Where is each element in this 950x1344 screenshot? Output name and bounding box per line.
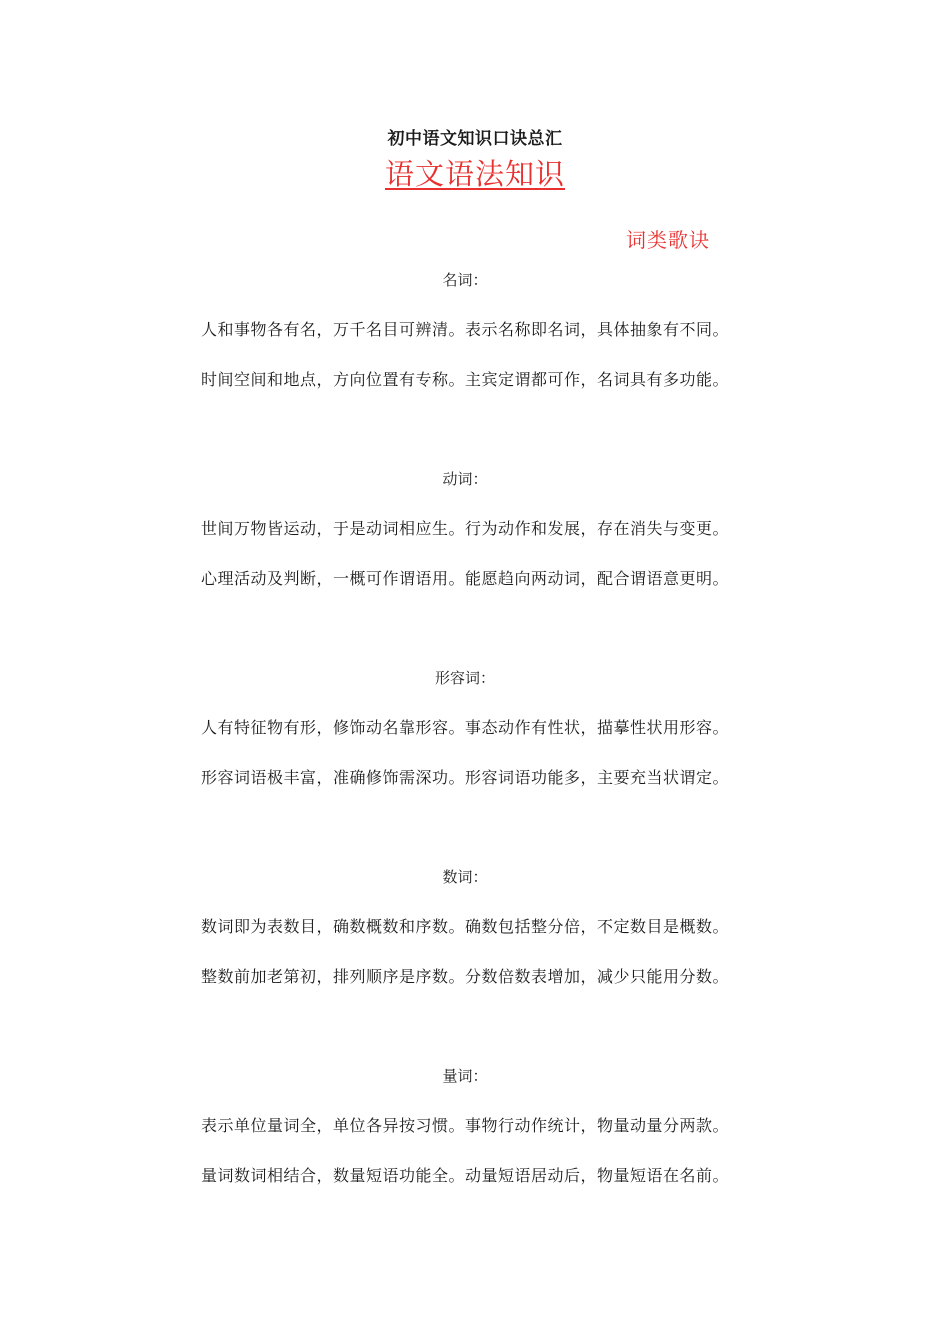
section-title: 名词：: [442, 271, 488, 289]
verse-line: 人有特征物有形，修饰动名靠形容。事态动作有性状，描摹性状用形容。: [201, 718, 730, 737]
document-subheading: 词类歌诀: [626, 228, 710, 252]
verse-line: 世间万物皆运动，于是动词相应生。行为动作和发展，存在消失与变更。: [201, 519, 730, 538]
verse-line: 整数前加老第初，排列顺序是序数。分数倍数表增加，减少只能用分数。: [201, 967, 730, 986]
verse-line: 量词数词相结合，数量短语功能全。动量短语居动后，物量短语在名前。: [201, 1166, 730, 1185]
verse-line: 人和事物各有名，万千名目可辨清。表示名称即名词，具体抽象有不同。: [201, 320, 730, 339]
section-title: 量词：: [442, 1067, 488, 1085]
verse-line: 表示单位量词全，单位各异按习惯。事物行动作统计，物量动量分两款。: [201, 1116, 730, 1135]
verse-line: 数词即为表数目，确数概数和序数。确数包括整分倍，不定数目是概数。: [201, 917, 730, 936]
verse-line: 心理活动及判断，一概可作谓语用。能愿趋向两动词，配合谓语意更明。: [201, 569, 730, 588]
section-title: 形容词：: [434, 669, 495, 687]
section-title: 动词：: [442, 470, 488, 488]
section-title: 数词：: [442, 868, 488, 886]
verse-line: 时间空间和地点，方向位置有专称。主宾定谓都可作，名词具有多功能。: [201, 370, 730, 389]
document-title: 初中语文知识口诀总汇: [387, 129, 563, 149]
verse-line: 形容词语极丰富，准确修饰需深功。形容词语功能多，主要充当状谓定。: [201, 768, 730, 787]
document-heading: 语文语法知识: [384, 157, 565, 191]
